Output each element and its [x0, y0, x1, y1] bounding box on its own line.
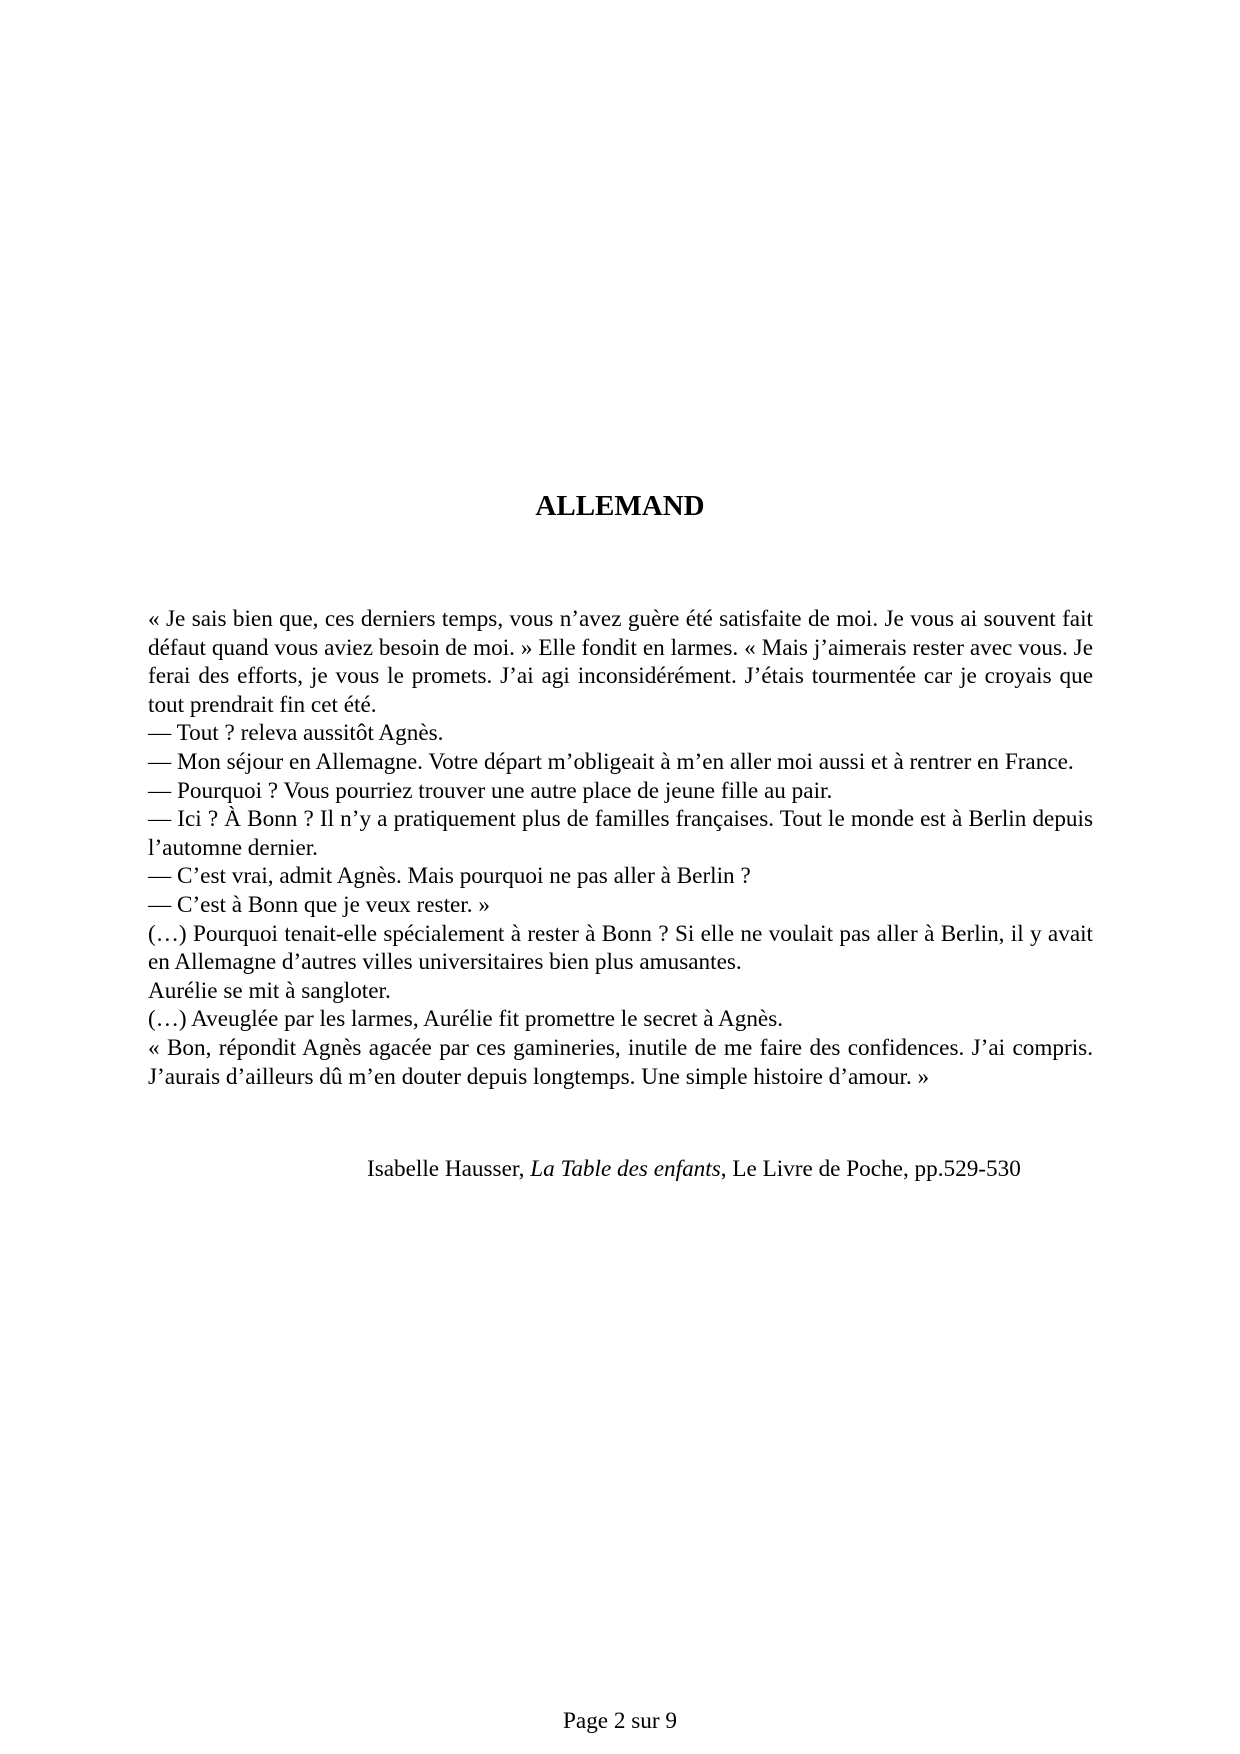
source-citation: [367, 1154, 1127, 1184]
passage-paragraph: Aurélie se mit à sangloter.: [148, 977, 391, 1004]
page-title: ALLEMAND: [535, 490, 705, 522]
passage-paragraph: « Bon, répondit Agnès agacée par ces gamineries, inutile de me faire des confidences. J’ai compris. J’aurais d’ailleurs dû m’en douter depuis longtemps. Une simple histoire d’amour. »: [148, 1034, 1093, 1090]
passage-paragraph: (…) Pourquoi tenait-elle spécialement à rester à Bonn ? Si elle ne voulait pas aller à Berlin, il y avait en Allemagne d’autres villes universitaires bien plus amusantes.: [148, 920, 1093, 976]
citation-author: Isabelle Hausser,: [367, 1156, 531, 1182]
citation-publisher: , Le Livre de Poche, pp.529-530: [720, 1156, 1021, 1182]
passage-paragraph: — Ici ? À Bonn ? Il n’y a pratiquement plus de familles françaises. Tout le monde est à Berlin depuis l’automne dernier.: [148, 806, 1093, 861]
passage-paragraph: — Tout ? releva aussitôt Agnès.: [148, 720, 444, 747]
passage-paragraph: (…) Aveuglée par les larmes, Aurélie fit promettre le secret à Agnès.: [148, 1006, 784, 1033]
passage-paragraph: — C’est vrai, admit Agnès. Mais pourquoi ne pas aller à Berlin ?: [148, 863, 751, 890]
passage: [148, 605, 1093, 1091]
citation-work-title: La Table des enfants: [530, 1156, 721, 1182]
page-number: Page 2 sur 9: [563, 1708, 677, 1734]
passage-paragraph: — Mon séjour en Allemagne. Votre départ m’obligeait à m’en aller moi aussi et à rentrer en France.: [148, 748, 1074, 775]
passage-paragraph: — C’est à Bonn que je veux rester. »: [148, 891, 490, 918]
passage-paragraph: — Pourquoi ? Vous pourriez trouver une autre place de jeune fille au pair.: [148, 777, 833, 804]
passage-paragraph: « Je sais bien que, ces derniers temps, vous n’avez guère été satisfaite de moi. Je vous ai souvent fait défaut quand vous aviez besoin de moi. » Elle fondit en larmes. « Mais j’aimerais rester avec vous. Je ferai des efforts, je vous le promets. J’ai agi inconsidérément. J’étais tourmentée car je croyais que tout prendrait fin cet été.: [148, 606, 1093, 718]
